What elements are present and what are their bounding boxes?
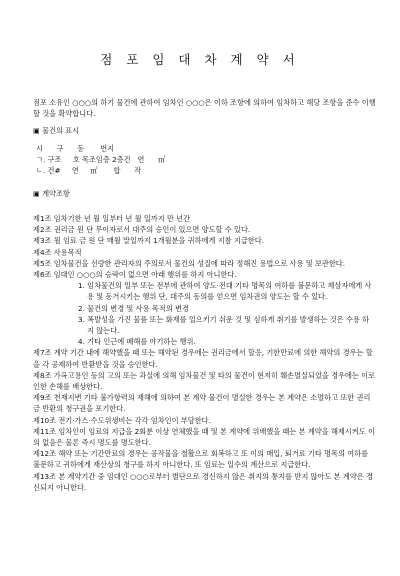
article-4: 제4조 사용목적: [33, 247, 82, 257]
property-row-structure: ㄱ. 구조 호 목조임층 2층건 연 ㎡: [36, 155, 166, 165]
article-9: 제9조 천재지변 기타 불가항력의 재해에 의하여 본 계약 물건이 멸실한 경우는 본 계약은 소멸하고 또한 권리금 반환의 청구권을 포기한다.: [33, 393, 371, 414]
article-13: 제13조 본 계약기간 중 임대인 ○○○로부터 별단으로 경신하지 않은 취지의 통지를 받지 않아도 본 계약은 경신되지 아니한다.: [33, 471, 373, 492]
article-6-item-2: 2. 물건의 변경 및 사용 목적의 변경: [78, 303, 189, 313]
article-12: 제12조 해약 또는 기간만료의 경우는 공작물을 철활으로 회복하고 또 이의 매입, 퇴거료 기타 명목의 여하를 불문하고 귀하에게 재산상의 청구를 하지 아니한다. 또 임료는 일수의 계산으로 지급한다.: [33, 449, 369, 470]
terms-articles: [33, 213, 376, 493]
article-8: 제8조 가옥고용인 등의 고의 또는 과실에 의해 임차물건 및 타의 물건이 현저히 훼손멸실되었을 경우에는 이로 인한 손해를 배상한다.: [33, 370, 376, 392]
article-6-item-3: 3. 폭발성을 가진 물품 또는 화재를 일으키기 쉬운 것 및 심하게 취기를 발생하는 것은 수용 하지 않는다.: [78, 314, 370, 336]
article-7: 제7조 계약 기간 내에 해약했을 때 또는 해약된 경우에는 권리금에서 할응, 기한만료에 의한 해약의 경우는 할을 각 공제하여 반환받을 것을 승인한다.: [33, 348, 373, 369]
article-11: 제11조 임차인이 임료의 지급을 2회분 이상 연체했을 때 및 본 계약에 위배했을 때는 본 계약을 해제시켜도 이의 없음은 물론 즉시 명도를 명도한다.: [33, 426, 375, 448]
property-section-heading: ▣ 물건의 표시: [33, 126, 80, 135]
article-6-item-1: 1. 임차물건의 일부 또는 전부에 관하여 양도·전대 기타 명목의 여하를 불문하고 제삼자에게 사용 및 동거시키는 행위 단, 대주의 동의를 얻으면 임차권의 양도는 할 수 있다.: [78, 281, 372, 302]
article-6: 제6조 임대인 ○○○의 승락이 없으면 아래 행위를 하지 아니한다.: [33, 270, 237, 280]
article-2: 제2조 권리금 원 단 무이자로서 대주의 승인이 있으면 양도할 수 있다.: [33, 225, 251, 235]
address-header: 시 구 동 번지: [36, 144, 115, 153]
article-10: 제10조 전기·가스·수도위생비는 각각 임차인이 부담한다.: [33, 415, 211, 425]
document-title: 점 포 임 대 차 계 약 서: [100, 52, 300, 67]
property-address-block: [36, 143, 376, 177]
article-6-item-4: 4. 기타 인근에 폐해를 야기하는 행위.: [78, 337, 196, 347]
property-row-building: ㄴ. 건# 연 ㎡ 합 작: [36, 166, 142, 176]
article-1: 제1조 임차기한 년 월 일부터 년 월 일까지 만 년간: [33, 214, 191, 223]
terms-section-heading: ▣ 계약조항: [33, 189, 70, 198]
article-3: 제3조 월 임료 금 원 단 매월 말일까지 1개월분을 귀하에게 지참 지급한다.: [33, 236, 264, 246]
article-5: 제5조 임차물건을 선량한 관리자의 주의로서 물건의 성질에 따라 정해진 용법으로 사용 및 보관한다.: [33, 258, 346, 268]
intro-paragraph: 점포 소유인 ○○○의 하기 물건에 관하여 임차인 ○○○은 이하 조항에 의하여 임차하고 해당 조항을 준수 이행할 것을 확약합니다.: [33, 98, 376, 119]
